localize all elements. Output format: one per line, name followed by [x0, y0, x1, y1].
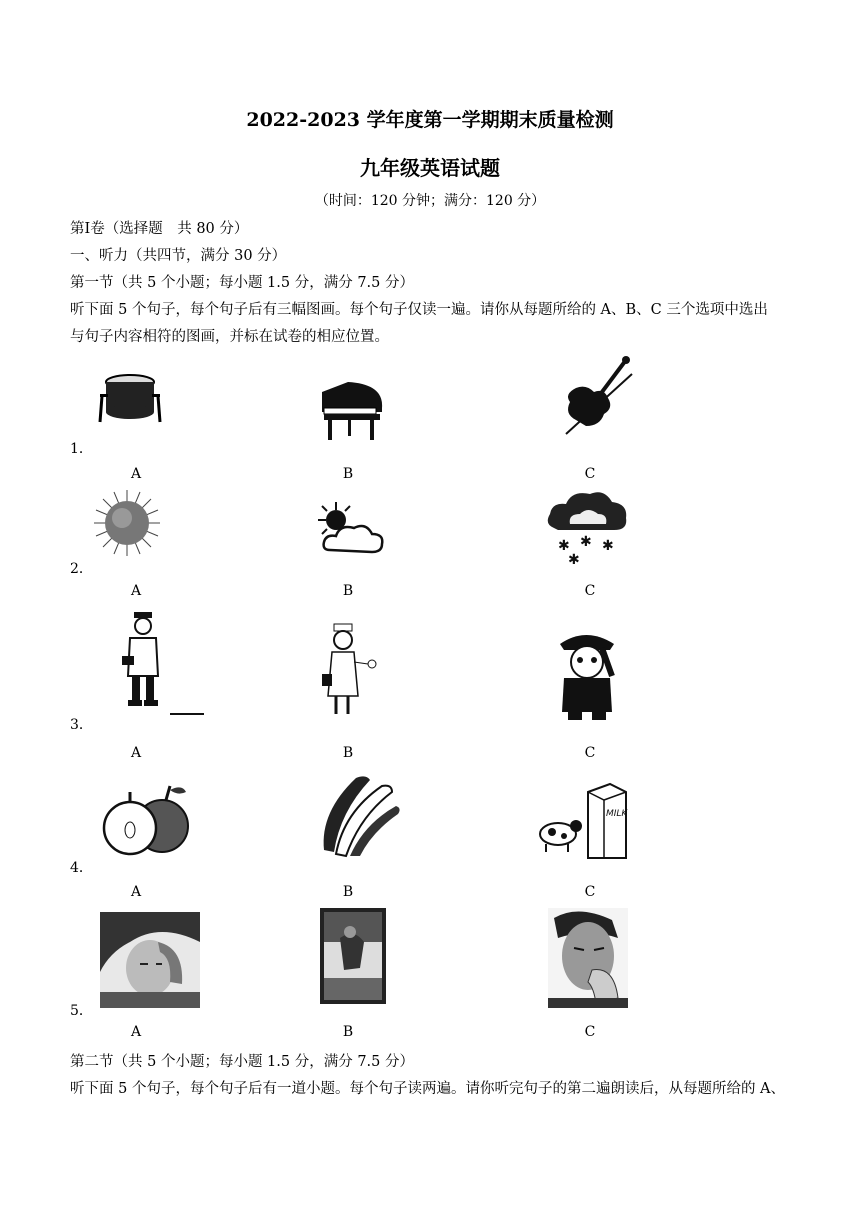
option-label: C — [584, 745, 596, 761]
option-label: B — [342, 466, 354, 482]
exam-title: 2022-2023 学年度第一学期期末质量检测 — [246, 109, 614, 131]
subsection-two-heading: 第二节（共 5 个小题；每小题 1.5 分，满分 7.5 分） — [70, 1054, 414, 1070]
option-label: A — [130, 466, 142, 482]
option-label: A — [130, 745, 142, 761]
option-label: C — [584, 1024, 596, 1040]
option-label: B — [342, 583, 354, 599]
sun-icon — [92, 488, 162, 558]
drum-icon — [98, 372, 162, 424]
violin-icon — [560, 354, 634, 436]
subsection-one-heading: 第一节（共 5 个小题；每小题 1.5 分，满分 7.5 分） — [70, 275, 414, 291]
option-label: C — [584, 466, 596, 482]
instruction-two-line: 听下面 5 个句子，每个句子后有一道小题。每个句子读两遍。请你听完句子的第二遍朗读后，从每题所给的 A、 — [70, 1081, 786, 1097]
instruction-line-1: 听下面 5 个句子，每个句子后有三幅图画。每个句子仅读一遍。请你从每题所给的 A、B、C 三个选项中选出 — [70, 302, 768, 318]
question-number: 5． — [70, 1003, 93, 1019]
doctor-icon — [112, 610, 208, 720]
part-one-heading: 第Ⅰ卷（选择题 共 80 分） — [70, 221, 249, 237]
sun-cloud-icon — [312, 500, 388, 558]
milk-carton-icon — [536, 780, 630, 862]
question-number: 1． — [70, 441, 93, 457]
option-label: C — [584, 583, 596, 599]
fall-photo — [320, 908, 386, 1004]
question-number: 2． — [70, 561, 93, 577]
svg-text:✱: ✱ — [568, 552, 580, 566]
listening-section-heading: 一、听力（共四节，满分 30 分） — [70, 248, 287, 264]
option-label: A — [130, 583, 142, 599]
svg-text:✱: ✱ — [580, 534, 592, 550]
toothache-photo — [548, 908, 628, 1008]
exam-subtitle: 九年级英语试题 — [360, 156, 500, 180]
bananas-icon — [316, 772, 402, 858]
headache-photo — [100, 912, 200, 1008]
piano-icon — [318, 378, 386, 442]
snow-cloud-icon — [544, 488, 630, 566]
instruction-line-2: 与句子内容相符的图画，并标在试卷的相应位置。 — [70, 329, 389, 345]
option-label: A — [130, 884, 142, 900]
option-label: C — [584, 884, 596, 900]
milk-label: MILK — [606, 809, 628, 819]
police-officer-icon — [554, 626, 620, 722]
option-label: A — [130, 1024, 142, 1040]
svg-text:✱: ✱ — [558, 538, 570, 554]
apples-icon — [100, 782, 192, 860]
time-info: （时间：120 分钟；满分：120 分） — [314, 193, 546, 209]
question-number: 3． — [70, 717, 93, 733]
option-label: B — [342, 745, 354, 761]
nurse-icon — [320, 622, 384, 720]
option-label: B — [342, 884, 354, 900]
option-label: B — [342, 1024, 354, 1040]
question-number: 4． — [70, 860, 93, 876]
svg-text:✱: ✱ — [602, 538, 614, 554]
